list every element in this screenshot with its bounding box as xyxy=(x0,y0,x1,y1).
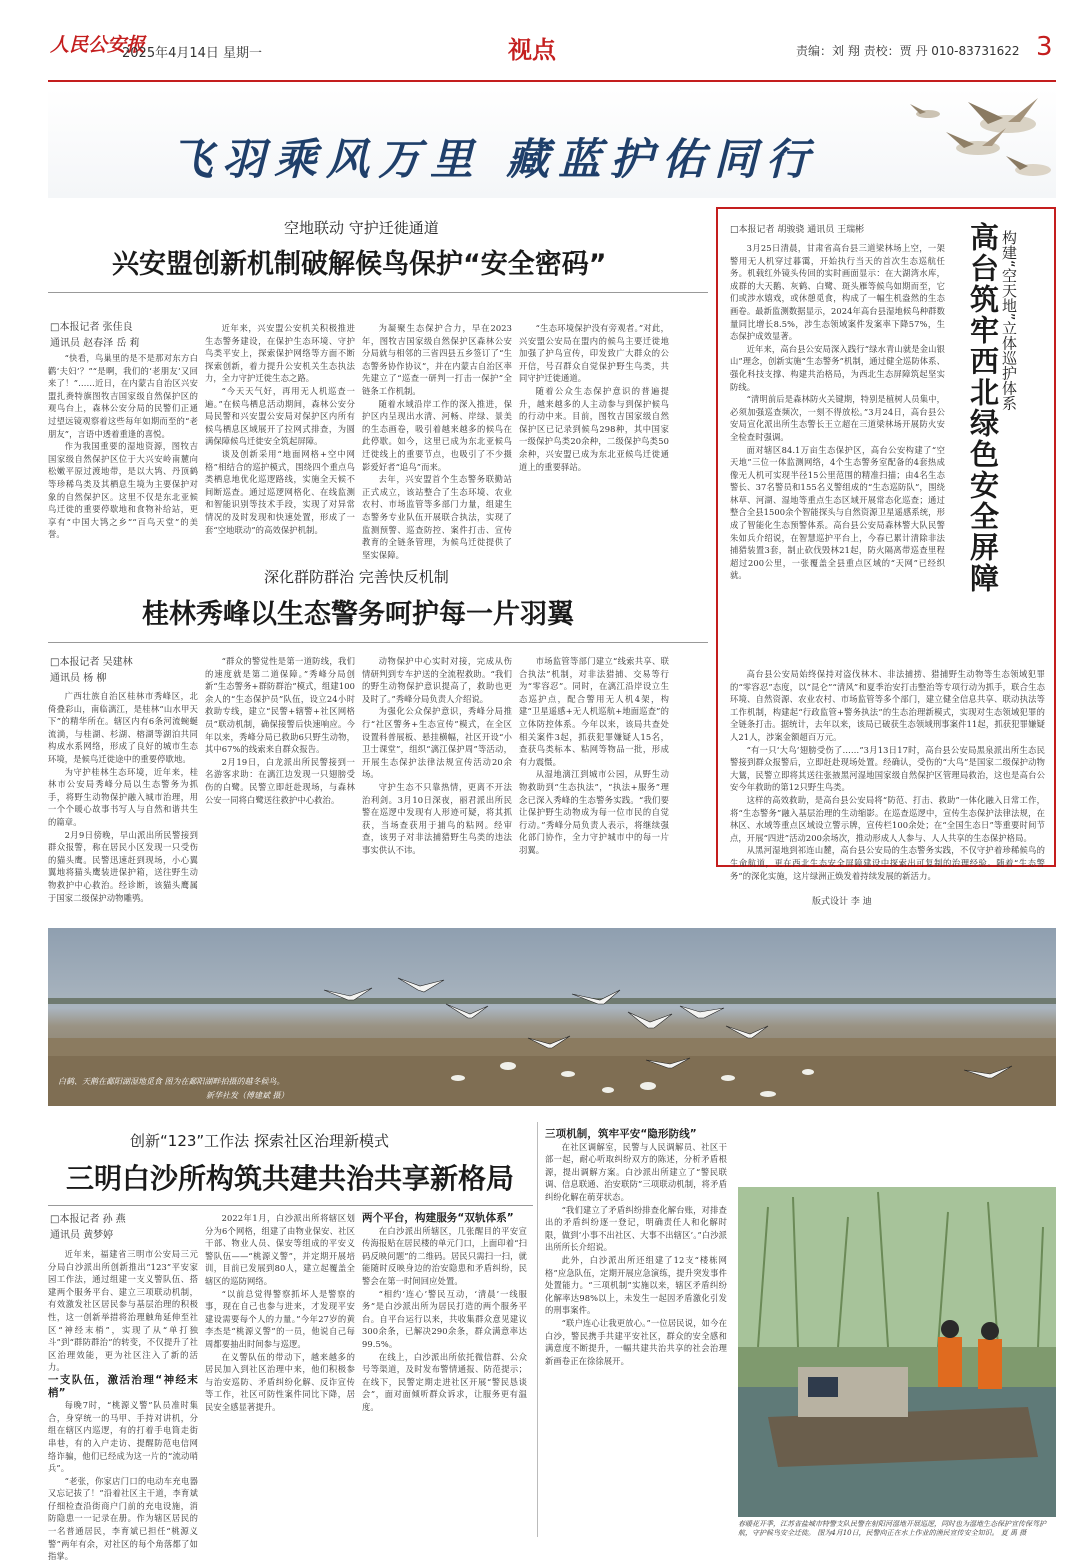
article2-byline xyxy=(50,655,190,687)
article3-col2: 2022年1月，白沙派出所将辖区划分为6个网格，组建了由物业保安、社区干部、物业人员、保安等组成的平安义警队伍——“桃源义警”，并定期开展培训，目前已发展到80人，建立起覆盖全辖区的巡防网络。 “以前总觉得警察抓坏人是警察的事，现在自己也参与进来，才发现平安建设需要每个人的力量。”今年27岁的黄李杰是“桃源义警”的一员，他说自己每周都要抽出时间参与巡逻。 在义警队伍的带动下，越来越多的居民加入到社区治理中来，他们积极参与治安巡防、矛盾纠纷化解、反诈宣传等工作，社区可防性案件同比下降，居民安全感显著提升。 xyxy=(205,1213,355,1412)
article3-byline-correspondents: 通讯员 黄梦婷 xyxy=(50,1230,114,1241)
article3-col3: 两个平台，构建服务“双轨体系” 在白沙派出所辖区，几张醒目的平安宣传海报贴在居民楼的单元门口，上面印着“扫码反映问题”的二维码。居民只需扫一扫，就能随时反映身边的治安隐患和矛盾纠纷，民警会在第一时间回应处置。 “相约‘连心’警民互动，‘清晨’一线服务”是白沙派出所为居民打造的两个服务平台。自平台运行以来，共收集群众意见建议300余条，已解决290余条，群众满意率达99.5%。 在线上，白沙派出所依托微信群、公众号等渠道，及时发布警情通报、防范提示；在线下，民警定期走进社区开展“警民恳谈会”，面对面倾听群众诉求，让服务更有温度。 xyxy=(362,1212,527,1412)
article3-col4: 三项机制，筑牢平安“隐形防线” 在社区调解室，民警与人民调解员、社区干部一起，耐心听取纠纷双方的陈述，分析矛盾根源，提出调解方案。白沙派出所建立了“警民联调、信息联通、治安联防”三项联动机制，将矛盾纠纷化解在萌芽状态。 “我们建立了矛盾纠纷排查化解台账，对排查出的矛盾纠纷逐一登记，明确责任人和化解时限，做到‘小事不出社区、大事不出辖区’。”白沙派出所所长介绍说。 此外，白沙派出所还组建了12支“楼栋网格”应急队伍，定期开展应急演练，提升突发事件处置能力。“三项机制”实施以来，辖区矛盾纠纷化解率达98%以上，未发生一起因矛盾激化引发的刑事案件。 “联户连心让我更放心。”一位居民说，如今在白沙，警民携手共建平安社区，群众的安全感和满意度不断提升，一幅共建共治共享的社会治理新画卷正在徐徐展开。 xyxy=(545,1128,728,1366)
article3-byline xyxy=(50,1212,190,1244)
police-boat-photo xyxy=(738,1187,1056,1517)
article2-col3: 动物保护中心实时对接，完成从伤情研判到专车护送的全流程救助。“我们的野生动物保护意识提高了，救助也更及时了。”秀峰分局负责人介绍说。 为强化公众保护意识，秀峰分局推行“社区警务+生态宣传”模式，在全区设置科普展板、悬挂横幅，社区开设“小卫士课堂”，组织“漓江保护周”等活动，开展生态保护法律法规宣传活动20余场。 守护生态不只靠热情，更离不开法治利剑。3月10日深夜，丽君派出所民警在巡逻中发现有人形迹可疑，将其抓获，当场查获用于捕鸟的粘网。经审查，该男子对非法捕猎野生鸟类的违法事实供认不讳。 xyxy=(362,656,512,855)
article1-rule xyxy=(48,292,708,293)
police-boat-image xyxy=(738,1187,1056,1517)
hero-title: 飞羽乘风万里 藏蓝护佑同行 xyxy=(170,135,818,185)
article2-kicker: 深化群防群治 完善快反机制 xyxy=(264,568,449,586)
sidebar-col-upper: 3月25日清晨，甘肃省高台县三道梁林场上空，一架警用无人机穿过暮霭，开始执行当天的首次生态巡航任务。机载红外镜头传回的实时画面显示：在大湖湾水库，成群的大天鹅、灰鹤、白鹭、斑头雁等候鸟如期而至，它们或涉水嬉戏，或休憩觅食，构成了一幅生机盎然的生态画卷。最新监测数据显示，2024年高台县湿地候鸟种群数量同比增长8.5%，涉生态领域案件发案率下降57%，生态保护成效显著。 近年来，高台县公安局深入践行“绿水青山就是金山银山”理念，创新实施“生态警务”机制，通过健全巡防体系、强化科技支撑、构建共治格局，为西北生态屏障筑起坚实防线。 “清明前后是森林防火关键期，特别是植树人员集中，必须加强巡查频次，一刻不得放松。”3月24日，高台县公安局宣化派出所生态警长王立超在三道梁林场开展防火安全检查时强调。 面对辖区84.1万亩生态保护区，高台公安构建了“空天地”三位一体监测网络，4个生态警务室配备的4套热成像无人机可实现半径15公里范围的精准扫描；由4名生态警长、37名警员和155名义警组成的“生态巡防队”，围绕林草、河湖、湿地等重点生态区域开展常态化巡查；通过整合全县1500余个智能探头与自然资源卫星遥感系统，形成了智能化生态预警体系。高台县公安局森林警大队民警朱如兵介绍说，在智慧巡护平台上，今春已累计清除非法捕猎装置3套，制止砍伐毁林21起，防火隔离带巡查里程超过200公里，一张覆盖全县重点区域的“天网”已经织就。 xyxy=(730,243,945,581)
sidebar-subtitle: 构建“空天地”立体巡护体系 xyxy=(1000,230,1018,411)
article3-col1: 近年来，福建省三明市公安局三元分局白沙派出所创新推出“123”平安家园工作法，通过组建一支义警队伍、搭建两个服务平台、建立三项联动机制，有效激发社区居民参与基层治理的积极性，这一创新举措将治理触角延伸至社区“神经末梢”，实现了从“单打独斗”到“群防群治”的转变，不仅提升了社区治理效能，更为社区注入了新的活力。 一支队伍，激活治理“神经末梢” 每晚7时，“桃源义警”队员准时集合，身穿统一的马甲、手持对讲机，分组在辖区内巡逻，有的打着手电筒走街串巷，有的入户走访、提醒防范电信网络诈骗，他们已经成为这一片的“流动哨兵”。 “老张，你家店门口的电动车充电器又忘记拔了！”沿着社区主干道，李育斌仔细检查沿街商户门前的充电设施，消防隐患一一记录在册。作为辖区居民的一名普通居民，李育斌已担任“桃源义警”两年有余，对社区的每个角落都了如指掌。 xyxy=(48,1249,198,1562)
photo2-caption xyxy=(738,1520,1056,1538)
photo2-caption-text: 春暖花开季，江苏省盐城市特警支队民警在射阳河湿地开展巡逻，同时也为湿地生态保护宣传保驾护航，守护候鸟安全迁徙。 xyxy=(738,1520,1046,1537)
article2-col2: “群众的警觉性是第一道防线，我们的速度就是第二道保障。”秀峰分局创新“生态警务+群防群治”模式，组建100余人的“生态保护员”队伍，设立24小时救助专线，建立“民警+辖警+社区网格员”联动机制，确保接警后快速响应。今年以来，秀峰分局已救助6只野生动物，其中67%的线索来自群众报告。 2月19日，白龙派出所民警接到一名游客求助：在漓江边发现一只翅膀受伤的白鹭。民警立即赶赴现场，与森林公安一同将白鹭送往救护中心救治。 xyxy=(205,656,355,805)
article1-headline: 兴安盟创新机制破解候鸟保护“安全密码” xyxy=(112,249,607,280)
article2-headline: 桂林秀峰以生态警务呵护每一片羽翼 xyxy=(142,599,574,630)
page-header xyxy=(0,0,1080,80)
article2-byline-correspondents: 通讯员 杨 柳 xyxy=(50,673,107,684)
photo1-credit: 新华社发（傅建斌 摄） xyxy=(206,1091,289,1100)
article3-byline-reporter: □本报记者 孙 燕 xyxy=(50,1214,126,1225)
article1-col4: “生态环境保护没有旁观者。”对此，兴安盟公安局在盟内的候鸟主要迁徙地加强了护鸟宣传，印发致广大群众的公开信，号召群众自觉保护野生鸟类，共同守护迁徙通道。 随着公众生态保护意识的普遍提升，越来越多的人主动参与到保护候鸟的行动中来。目前，图牧吉国家级自然保护区已记录到候鸟298种，其中国家一级保护鸟类20余种，二级保护鸟类50余种，兴安盟已成为东北亚候鸟迁徙通道上的重要驿站。 xyxy=(519,323,669,472)
photo2-credit: 图为4月10日，民警向正在水上作业的渔民宣传安全知识。 夏 禹 摄 xyxy=(817,1529,1027,1537)
wetland-birds-photo xyxy=(48,928,1056,1106)
article1-byline-reporter: □本报记者 张佳良 xyxy=(50,322,133,333)
article1-col1: “快看，鸟巢里的是不是那对东方白鹳‘夫妇’？”“是啊，我们的‘老朋友’又回来了！”……近日，在内蒙古自治区兴安盟扎赉特旗图牧吉国家级自然保护区的观鸟台上，森林公安分局的民警们正通过望远镜观察着这些每年如期而至的“老朋友”，言语中透着重逢的喜悦。 作为我国重要的湿地资源，图牧吉国家级自然保护区位于大兴安岭南麓向松嫩平原过渡地带，是以大鸨、丹顶鹤等珍稀鸟类及其栖息生境为主要保护对象的自然保护区。这里不仅是东北亚候鸟迁徙的重要停歇地和食物补给站，更享有“中国大鸨之乡”“百鸟天堂”的美誉。 xyxy=(48,353,198,540)
header-rule xyxy=(48,80,1056,82)
article1-byline-correspondents: 通讯员 赵春泽 岳 莉 xyxy=(50,338,140,349)
page-number: 3 xyxy=(1036,32,1053,62)
article2-col4: 市场监管等部门建立“线索共享、联合执法”机制，对非法猎捕、交易等行为“零容忍”。同时，在漓江沿岸设立生态巡护点，配合警用无人机4架，构建“卫星遥感+无人机巡航+地面巡查”的立体防控体系。今年以来，该局共查处相关案件3起，抓获犯罪嫌疑人15名，查获鸟类标本、粘网等物品一批，形成有力震慑。 从湿地漓江到城市公园，从野生动物救助到“生态执法”，“执法+服务”理念已深入秀峰的生态警务实践。“我们要让保护野生动物成为每一位市民的自觉行动。”秀峰分局负责人表示，将继续强化部门协作，全力守护城市中的每一片羽翼。 xyxy=(519,656,669,855)
layout-designer-credit: 版式设计 李 迪 xyxy=(812,897,872,907)
photo1-caption: 白鹤、天鹅在鄱阳湖湿地觅食 图为在鄱阳湖畔拍摄的越冬候鸟。 xyxy=(58,1077,285,1086)
hero-banner xyxy=(48,88,1056,198)
column-divider xyxy=(537,1122,538,1537)
sidebar-headline: 高台筑牢西北绿色安全屏障 xyxy=(966,222,1000,594)
editor-credits: 责编：刘 翔 责校：贾 丹 010-83731622 xyxy=(796,44,1020,58)
article3-kicker: 创新“123”工作法 探索社区治理新模式 xyxy=(130,1132,389,1150)
issue-date: 2025年4月14日 星期一 xyxy=(122,46,263,61)
sidebar-byline: □本报记者 胡骏骁 通讯员 王瑞彬 xyxy=(730,225,865,235)
newspaper-logo: 人民公安报 xyxy=(50,34,146,56)
section-title: 视点 xyxy=(508,36,556,64)
article2-byline-reporter: □本报记者 吴建林 xyxy=(50,657,133,668)
sidebar-col-lower: 高台县公安局始终保持对盗伐林木、非法捕捞、猎捕野生动物等生态领域犯罪的“零容忍”态度，以“昆仑”“清风”和夏季治安打击整治等专项行动为抓手，联合生态环境、自然资源、农业农村、市场监管等多个部门，建立健全信息共享、联动执法等工作机制，构建起“行政监管+警务执法”的生态治理新模式，实现对生态领域犯罪的全链条打击。据统计，去年以来，该局已破获生态领域刑事案件11起，抓获犯罪嫌疑人21人，涉案金额超百万元。 “有一只‘大鸟’翅膀受伤了……”3月13日17时，高台县公安局黑泉派出所生态民警接到群众报警后，立即赶赴现场处置。经确认，受伤的“大鸟”是国家二级保护动物大鵟，民警立即将其送往张掖黑河湿地国家级自然保护区管理局救治，这也是高台公安今年救助的第12只野生鸟类。 这样的高效救助，是高台县公安局将“防范、打击、救助”一体化融入日常工作，将“生态警务”融入基层治理的生动缩影。在巡查巡逻中，宣传生态保护法律法规，在林区、水域等重点区域设立警示牌，宣传栏100余处；在“全国生态日”等重要时间节点，开展“四进”活动200余场次，推动形成人人参与、人人共享的生态保护格局。 从黑河湿地到祁连山麓，高台县公安局的生态警务实践，不仅守护着珍稀候鸟的生命航道，更在西北生态安全屏障建设中探索出可复制的治理经验。随着“生态警务”的深化实施，这片绿洲正焕发着持续发展的新活力。 xyxy=(730,669,1045,881)
article1-byline xyxy=(50,320,190,352)
article1-col3: 为凝聚生态保护合力，早在2023年，图牧吉国家级自然保护区森林公安分局就与相邻的三省四县五乡签订了“生态警务协作协议”，并在内蒙古自治区率先建立了“巡查一研判一打击一保护”全链条工作机制。 随着水域沿岸工作的深入推进，保护区内呈现出水清、河畅、岸绿、景美的生态画卷，吸引着越来越多的候鸟在此停歇。如今，这里已成为东北亚候鸟迁徙线上的重要节点，也吸引了不少摄影爱好者“追鸟”而来。 去年，兴安盟首个生态警务联勤站正式成立，该站整合了生态环境、农业农村、市场监管等多部门力量，组建生态警务专业队伍开展联合执法，实现了监测预警、巡查防控、案件打击、宣传教育的全链条管理，为候鸟迁徙提供了坚实保障。 xyxy=(362,323,512,560)
article3-headline: 三明白沙所构筑共建共治共享新格局 xyxy=(66,1162,515,1195)
article3-rule xyxy=(48,1205,533,1206)
article2-col1: 广西壮族自治区桂林市秀峰区，北倚叠彩山，南临漓江，是桂林“山水甲天下”的精华所在。辖区内有6条河流蜿蜒流淌，与桂湖、杉湖、榕湖等湖泊共同构成水系网络，形成了良好的城市生态环境，是候鸟迁徙途中的重要停歇地。 为守护桂林生态环境，近年来，桂林市公安局秀峰分局以生态警务为抓手，将野生动物保护融入城市治理，用一个个暖心故事书写人与自然和谐共生的篇章。 2月9日傍晚，早山派出所民警接到群众报警，称在居民小区发现一只受伤的猫头鹰。民警迅速赶到现场，小心翼翼地将猫头鹰装进保护箱，送往野生动物救护中心救治。经诊断，该猫头鹰属于国家二级保护动物雕鸮。 xyxy=(48,691,198,903)
article1-col2: 近年来，兴安盟公安机关积极推进生态警务建设，在保护生态环境、守护鸟类平安上，探索保护网络等方面不断探索创新，着力提升公安机关生态执法力，全力守护迁徙生态之路。 “今天天气好，再用无人机巡查一遍。”在候鸟栖息活动期间，森林公安分局民警和兴安盟公安局对保护区内所有候鸟栖息区域展开了拉网式排查，为圆满保障候鸟迁徙安全筑起屏障。 谈及创新采用“地面网格+空中网格”相结合的巡护模式，围绕四个重点鸟类栖息地优化巡逻路线，实施全天候不间断巡查。通过巡逻网格化、在线监测和智能识别等技术手段，实现了对异常情况的及时发现和快速处置，形成了一套“空地联动”的高效保护机制。 xyxy=(205,323,355,535)
article2-rule xyxy=(48,642,708,643)
article1-kicker: 空地联动 守护迁徙通道 xyxy=(284,219,439,237)
